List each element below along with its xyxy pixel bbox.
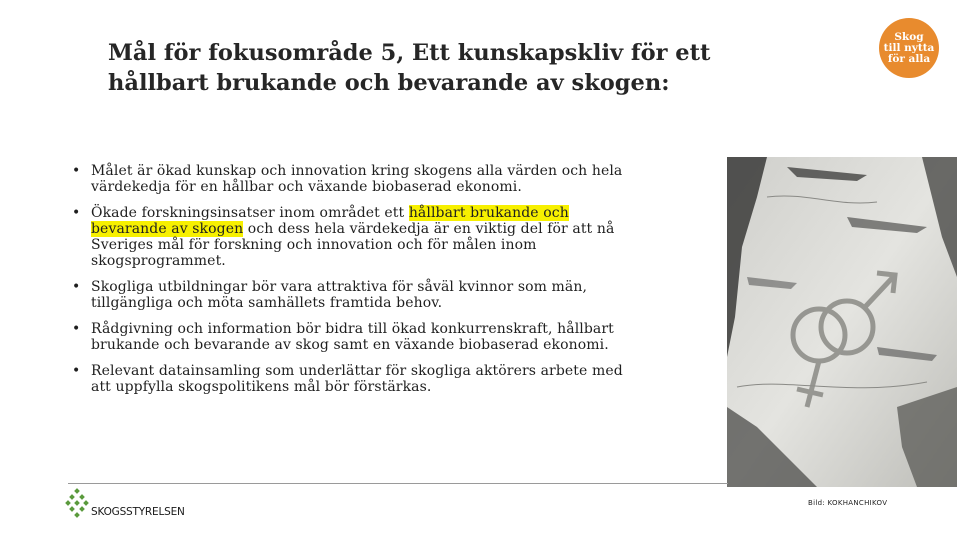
highlighted-text: hållbart brukande och bevarande av skogen <box>91 205 569 237</box>
gender-symbols-icon <box>727 157 957 487</box>
bullet-item: • Skogliga utbildningar bör vara attraktiva för såväl kvinnor som män, tillgängliga och möta samhällets framtida behov. <box>72 279 632 311</box>
badge-line-1: Skog <box>894 30 924 43</box>
slide-title-line-2: hållbart brukande och bevarande av skogen: <box>108 70 670 96</box>
skog-till-nytta-badge <box>879 18 939 78</box>
bullet-item: • Ökade forskningsinsatser inom området ett hållbart brukande och bevarande av skogen och dess hela värdekedja är en viktig del för att nå Sveriges mål för forskning och innovation och för målen inom skogsprogrammet. <box>72 205 632 269</box>
bullet-item: • Målet är ökad kunskap och innovation kring skogens alla värden och hela värdekedja för en hållbar och växande biobaserad ekonomi. <box>72 163 632 195</box>
tree-logo-icon <box>65 487 89 521</box>
bullet-item: • Rådgivning och information bör bidra till ökad konkurrenskraft, hållbart brukande och bevarande av skog samt en växande biobaserad ekonomi. <box>72 321 632 353</box>
goal-bullet-list <box>72 163 632 405</box>
logo-wordmark: SKOGSSTYRELSEN <box>91 506 185 518</box>
slide-title <box>108 38 848 98</box>
birch-bark-photo <box>727 157 957 487</box>
bullet-item: • Relevant datainsamling som underlättar för skogliga aktörers arbete med att uppfylla skogspolitikens mål bör förstärkas. <box>72 363 632 395</box>
skogsstyrelsen-logo <box>65 487 185 521</box>
badge-line-2: till nytta <box>883 41 935 54</box>
footer-divider <box>68 483 728 484</box>
photo-caption: Bild: KOKHANCHIKOV <box>808 499 888 507</box>
slide-title-line-1: Mål för fokusområde 5, Ett kunskapskliv för ett <box>108 40 711 66</box>
badge-line-3: för alla <box>887 52 931 65</box>
